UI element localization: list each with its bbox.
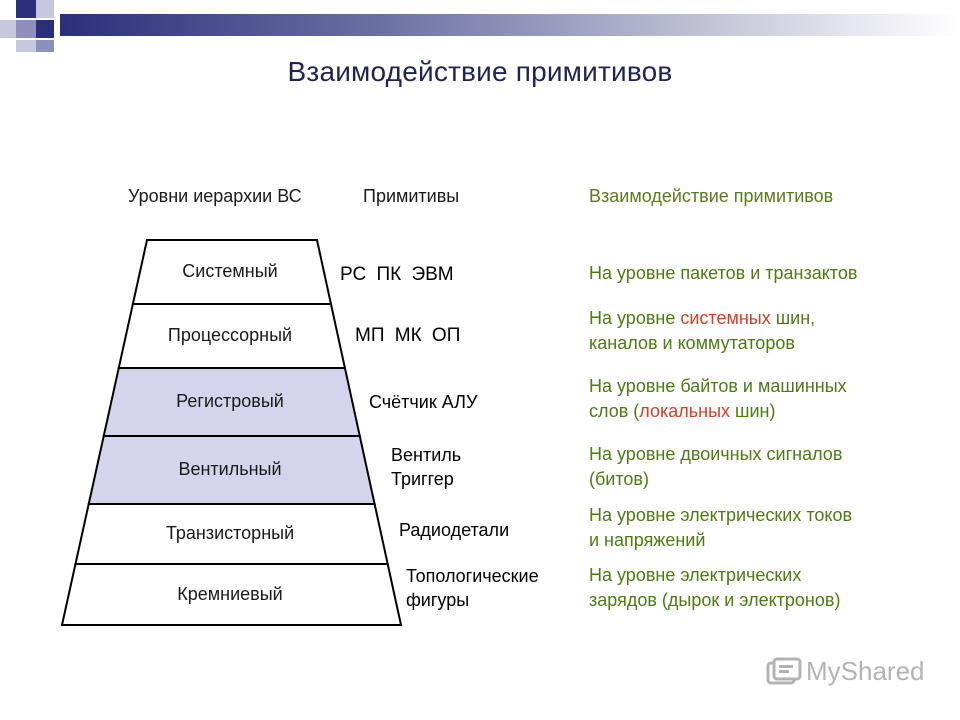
interaction-description: На уровне двоичных сигналов (битов) xyxy=(589,444,843,489)
header-primitives: Примитивы xyxy=(363,186,460,206)
interaction-text: шин) xyxy=(730,401,776,421)
highlighted-term: системных xyxy=(680,308,771,328)
interaction-text: На уровне двоичных сигналов xyxy=(589,444,843,464)
interaction-description xyxy=(589,374,929,424)
primitive-label: МП МК ОП xyxy=(355,325,461,346)
primitive-label: Радиодетали xyxy=(399,520,510,540)
interaction-text: На уровне байтов и машинных xyxy=(589,376,847,396)
primitive-label: Счётчик АЛУ xyxy=(369,392,478,412)
interaction-text: На уровне электрических xyxy=(589,565,802,585)
pyramid-level-label: Регистровый xyxy=(176,391,284,411)
highlighted-term: локальных xyxy=(639,401,731,421)
watermark-text: MyShared xyxy=(806,656,925,686)
interaction-text: На уровне xyxy=(589,308,681,328)
header-interaction: Взаимодействие примитивов xyxy=(589,186,834,206)
primitive-label: Топологические фигуры xyxy=(406,566,539,610)
pyramid-level-label: Транзисторный xyxy=(165,523,295,543)
primitive-label: Вентиль Триггер xyxy=(391,445,462,489)
watermark-logo-icon xyxy=(766,657,802,687)
interaction-text: шин, xyxy=(770,308,816,328)
page-title: Взаимодействие примитивов xyxy=(287,56,673,87)
pyramid-level-label: Кремниевый xyxy=(177,583,283,604)
header-levels: Уровни иерархии ВС xyxy=(128,186,302,206)
pyramid-level-label: Вентильный xyxy=(178,459,282,479)
interaction-description: На уровне электрических токов и напряжений xyxy=(589,505,853,550)
interaction-description: На уровне электрических зарядов (дырок и электронов) xyxy=(589,565,841,610)
watermark xyxy=(766,656,925,687)
interaction-text: На уровне пакетов и транзактов xyxy=(589,263,858,283)
interaction-text: слов ( xyxy=(589,401,640,421)
interaction-text: На уровне электрических токов xyxy=(589,505,853,525)
primitive-label: РС ПК ЭВМ xyxy=(340,264,454,285)
pyramid-level-label: Процессорный xyxy=(167,325,293,345)
pyramid-level-label: Системный xyxy=(182,261,278,281)
interaction-description xyxy=(589,261,929,286)
interaction-description: На уровне системных шин, каналов и коммутаторов xyxy=(589,308,816,353)
